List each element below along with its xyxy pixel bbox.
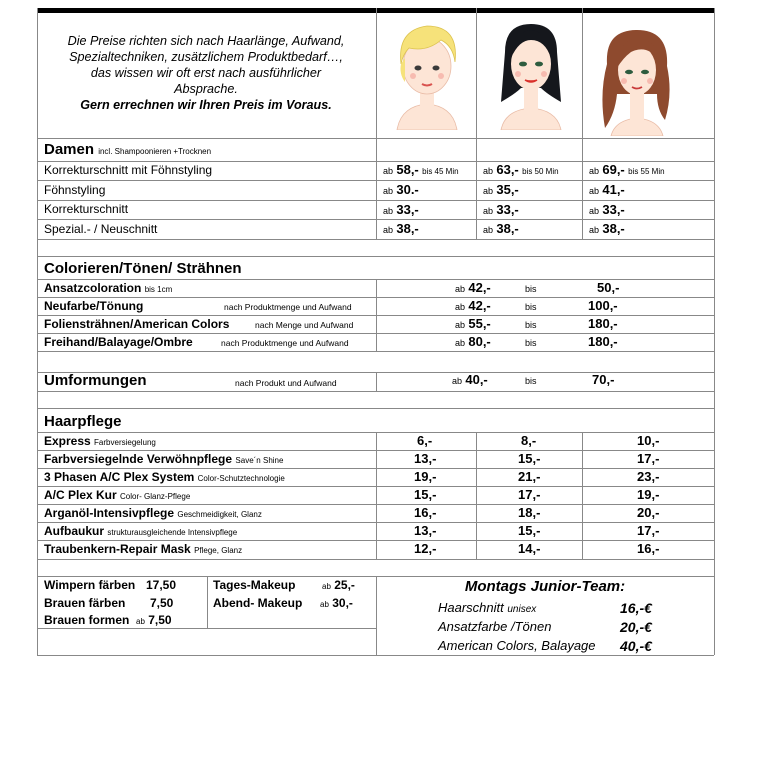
extra-label: Wimpern färben [44, 578, 136, 592]
makeup-label: Abend- Makeup [213, 596, 303, 610]
row-line [37, 576, 714, 577]
color-price-from: ab 80,- [455, 334, 491, 349]
color-price-to: 180,- [588, 316, 618, 331]
row-line [37, 351, 714, 352]
row-line [37, 138, 714, 139]
care-price: 6,- [417, 433, 433, 448]
junior-team-title: Montags Junior-Team: [464, 578, 626, 595]
price-cell: ab 30.- [383, 182, 419, 197]
price-cell: ab 33,- [383, 202, 419, 217]
junior-row-price: 40,-€ [620, 638, 652, 654]
damen-row-label: Korrekturschnitt mit Föhnstyling [44, 163, 213, 177]
color-price-to: 180,- [588, 334, 618, 349]
damen-row-label: Föhnstyling [44, 183, 106, 197]
care-price: 15,- [518, 523, 541, 538]
row-line [37, 391, 714, 392]
color-price-from: ab 42,- [455, 298, 491, 313]
row-line [37, 200, 714, 201]
color-price-to: 50,- [597, 280, 620, 295]
row-line [37, 408, 714, 409]
makeup-label: Tages-Makeup [213, 578, 296, 592]
damen-title: Damen [44, 141, 95, 158]
care-price: 20,- [637, 505, 660, 520]
color-note: nach Produktmenge und Aufwand [221, 338, 349, 348]
care-price: 13,- [414, 451, 437, 466]
care-price: 10,- [637, 433, 660, 448]
section-title-haarpflege: Haarpflege [44, 413, 122, 430]
umformungen-price-to: 70,- [592, 372, 615, 387]
care-row-label: A/C Plex Kur Color- Glanz-Pflege [44, 488, 191, 502]
junior-row-price: 20,-€ [620, 619, 652, 635]
care-price: 12,- [414, 541, 437, 556]
care-row-label: Aufbaukur strukturausgleichende Intensivpflege [44, 524, 238, 538]
care-price: 15,- [518, 451, 541, 466]
row-line [37, 628, 376, 629]
price-cell: ab 33,- [589, 202, 625, 217]
intro-line: Spezialtechniken, zusätzlichem Produktbedarf…, [69, 50, 343, 64]
umformungen-bis: bis [525, 376, 537, 386]
section-title-color: Colorieren/Tönen/ Strähnen [44, 260, 242, 277]
section-title-umformungen: Umformungen [44, 372, 147, 389]
color-bis: bis [525, 320, 537, 330]
color-bis: bis [525, 284, 537, 294]
care-price: 19,- [414, 469, 437, 484]
price-cell: ab 63,- bis 50 Min [483, 162, 559, 177]
care-price: 21,- [518, 469, 541, 484]
col-divider [207, 576, 208, 628]
extra-price: ab 7,50 [136, 613, 172, 627]
care-price: 23,- [637, 469, 660, 484]
row-line [37, 522, 714, 523]
makeup-price: ab 30,- [320, 596, 353, 610]
care-row-label: Farbversiegelnde Verwöhnpflege Save´n Shine [44, 452, 284, 466]
price-cell: ab 38,- [383, 221, 419, 236]
intro-bold-line: Gern errechnen wir Ihren Preis im Voraus. [80, 98, 332, 112]
care-price: 13,- [414, 523, 437, 538]
color-row: Ansatzcoloration bis 1cm [44, 281, 173, 295]
row-line [37, 486, 714, 487]
umformungen-note: nach Produkt und Aufwand [235, 378, 337, 388]
makeup-price: ab 25,- [322, 578, 355, 592]
junior-row-price: 16,-€ [620, 600, 652, 616]
care-price: 17,- [637, 451, 660, 466]
damen-row-label: Spezial.- / Neuschnitt [44, 222, 158, 236]
care-price: 19,- [637, 487, 660, 502]
extra-price: 7,50 [150, 596, 174, 610]
col-divider [376, 372, 377, 391]
care-price: 16,- [414, 505, 437, 520]
intro-line: das wissen wir oft erst nach ausführlicher [90, 66, 322, 80]
price-cell: ab 69,- bis 55 Min [589, 162, 665, 177]
extra-label: Brauen formen [44, 613, 130, 627]
color-price-from: ab 55,- [455, 316, 491, 331]
color-price-to: 100,- [588, 298, 618, 313]
frame-bottom [37, 655, 714, 656]
care-price: 18,- [518, 505, 541, 520]
col-divider [582, 8, 583, 239]
extra-label: Brauen färben [44, 596, 126, 610]
color-price-from: ab 42,- [455, 280, 491, 295]
care-price: 16,- [637, 541, 660, 556]
care-row-label: 3 Phasen A/C Plex System Color-Schutztechnologie [44, 470, 285, 484]
price-cell: ab 35,- [483, 182, 519, 197]
extra-price: 17,50 [146, 578, 177, 592]
wavy-brown-hair-face-icon [595, 24, 677, 136]
row-line [37, 559, 714, 560]
color-bis: bis [525, 302, 537, 312]
color-row: Foliensträhnen/American Colors [44, 317, 230, 331]
care-price: 14,- [518, 541, 541, 556]
care-price: 17,- [637, 523, 660, 538]
color-note: nach Menge und Aufwand [255, 320, 354, 330]
row-line [37, 450, 714, 451]
section-title-damen [44, 141, 211, 158]
row-line [37, 239, 714, 240]
col-divider [476, 8, 477, 239]
color-note: nach Produktmenge und Aufwand [224, 302, 352, 312]
row-line [37, 432, 714, 433]
junior-row-label: Haarschnitt unisex [438, 600, 537, 615]
row-line [37, 219, 714, 220]
row-line [37, 180, 714, 181]
damen-subtitle: incl. Shampoonieren +Trocknen [98, 147, 212, 156]
care-row-label: Arganöl-Intensivpflege Geschmeidigkeit, Glanz [44, 506, 262, 520]
intro-line: Die Preise richten sich nach Haarlänge, Aufwand, [67, 34, 345, 48]
intro-line: Absprache. [174, 82, 238, 96]
long-black-hair-face-icon [491, 18, 571, 130]
care-price: 15,- [414, 487, 437, 502]
color-row: Freihand/Balayage/Ombre [44, 335, 193, 349]
price-cell: ab 58,- bis 45 Min [383, 162, 459, 177]
frame-right [714, 8, 715, 655]
care-price: 8,- [521, 433, 537, 448]
care-price: 17,- [518, 487, 541, 502]
color-bis: bis [525, 338, 537, 348]
col-divider [376, 8, 377, 239]
row-line [37, 256, 714, 257]
care-row-label: Express Farbversiegelung [44, 434, 156, 448]
junior-row-label: American Colors, Balayage [438, 638, 596, 653]
price-cell: ab 33,- [483, 202, 519, 217]
short-blonde-hair-face-icon [387, 18, 467, 130]
umformungen-price-from: ab 40,- [452, 372, 488, 387]
price-cell: ab 38,- [589, 221, 625, 236]
price-cell: ab 41,- [589, 182, 625, 197]
intro-text [37, 33, 375, 113]
row-line [37, 540, 714, 541]
price-cell: ab 38,- [483, 221, 519, 236]
damen-row-label: Korrekturschnitt [44, 202, 129, 216]
row-line [37, 468, 714, 469]
color-row: Neufarbe/Tönung [44, 299, 144, 313]
junior-row-label: Ansatzfarbe /Tönen [438, 619, 552, 634]
row-line [37, 504, 714, 505]
care-row-label: Traubenkern-Repair Mask Pflege, Glanz [44, 542, 243, 556]
